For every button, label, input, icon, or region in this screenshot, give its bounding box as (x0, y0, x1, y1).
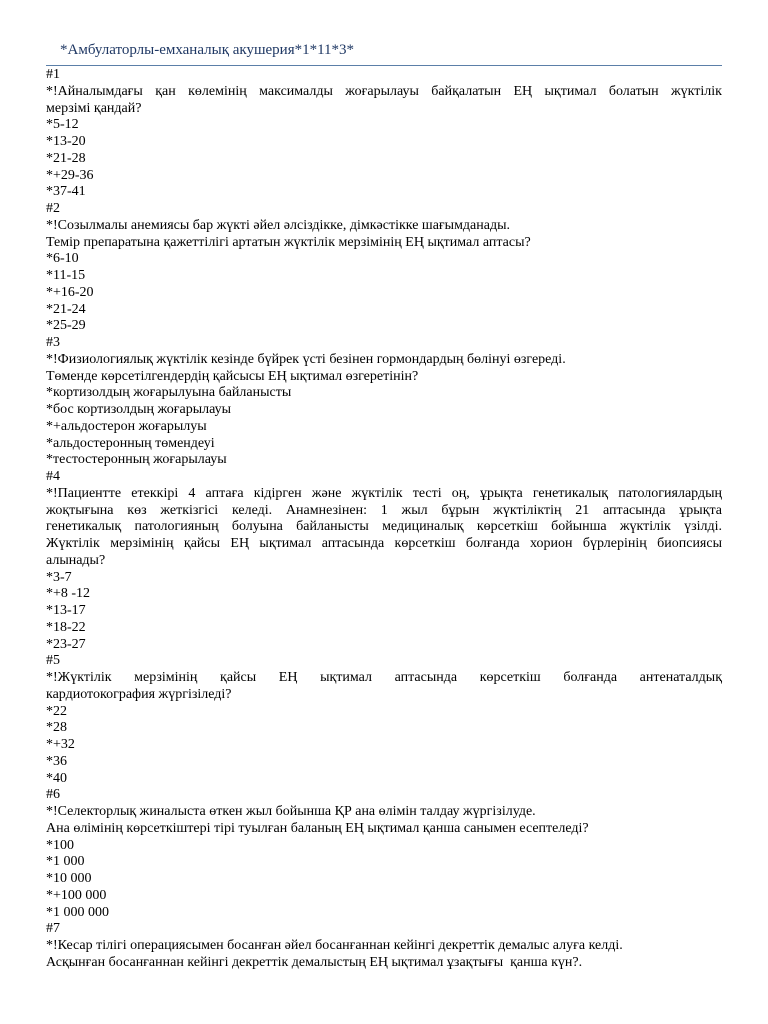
text-line: *28 (46, 720, 67, 736)
text-line: *23-27 (46, 636, 86, 652)
text-line: *!Айналымдағы қан көлемінің максималды жоғарылауы байқалатын ЕҢ ықтимал болатын жүктілік (46, 83, 722, 99)
text-line: *10 000 (46, 871, 92, 886)
text-line: *+16-20 (46, 284, 94, 300)
text-line: *+29-36 (46, 167, 94, 183)
text-line: *!Физиологиялық жүктілік кезінде бүйрек үсті безінен гормондардың бөлінуі өзгереді. (46, 351, 566, 367)
text-line: алынады? (46, 552, 106, 568)
text-line: кардиотокография жүргізіледі? (46, 686, 232, 702)
text-line: *+альдостерон жоғарылуы (46, 418, 207, 434)
text-line: *40 (46, 770, 67, 786)
text-line: *18-22 (46, 619, 86, 635)
text-line: *36 (46, 753, 67, 769)
text-line: *!Созылмалы анемиясы бар жүкті әйел әлсіздікке, дімкәстікке шағымданады. (46, 217, 511, 233)
text-line: *+100 000 (46, 887, 107, 903)
text-line: *11-15 (46, 268, 86, 283)
text-line: Төменде көрсетілгендердің қайсысы ЕҢ ықтимал өзгеретінін? (46, 368, 419, 384)
text-line: *6-10 (46, 251, 79, 267)
question-number: #2 (46, 201, 60, 216)
question-number: #1 (46, 67, 60, 82)
text-line: *1 000 (46, 854, 85, 870)
document-body (46, 67, 722, 972)
text-line: *21-24 (46, 301, 86, 317)
text-line: Темір препаратына қажеттілігі артатын жүктілік мерзімінің ЕҢ ықтимал аптасы? (46, 234, 531, 250)
question-number: #3 (46, 335, 60, 350)
text-line: *21-28 (46, 150, 86, 166)
text-line: *!Кесар тілігі операциясымен босанған әйел босанғаннан кейінгі декреттік демалыс алуға келді. (46, 938, 623, 953)
text-line: генетикалық патологияның болуына байланысты медициналық көрсеткіш бойынша жүктілік үзілді. (46, 519, 722, 535)
text-line: Ана өлімінің көрсеткіштері тірі туылған баланың ЕҢ ықтимал қанша санымен есептеледі? (46, 820, 589, 836)
question-number: #6 (46, 787, 60, 803)
text-line: *тестостеронның жоғарылауы (46, 452, 227, 468)
document-header-title: *Амбулаторлы-емханалық акушерия*1*11*3* (60, 42, 355, 58)
text-line: *13-20 (46, 134, 86, 149)
text-line: *альдостеронның төмендеуі (46, 435, 215, 451)
text-line: *3-7 (46, 569, 72, 585)
question-number: #4 (46, 469, 60, 484)
text-line: *кортизолдың жоғарылуына байланысты (46, 385, 292, 401)
question-number: #7 (46, 921, 60, 937)
text-line: *100 (46, 837, 74, 853)
text-line: *+32 (46, 737, 75, 752)
text-line: *5-12 (46, 117, 79, 133)
text-line: мерзімі қандай? (46, 100, 142, 116)
text-line: *!Селекторлық жиналыста өткен жыл бойынша ҚР ана өлімін талдау жүргізілуде. (46, 804, 536, 819)
text-line: Жүктілік мерзімінің қайсы ЕҢ ықтимал аптасында көрсеткіш болғанда хорион бүрлерінің биопсиясы (46, 536, 722, 551)
text-line: *!Пациентте етеккірі 4 аптаға кідірген және жүктілік тесті оң, ұрықта генетикалық патологиялардың (46, 485, 722, 501)
text-line: *+8 -12 (46, 586, 91, 602)
text-line: жоқтығына көз жеткізгісі келеді. Анамнезінен: 1 жыл бұрын жүктіліктің 21 аптасында ұрықта (46, 502, 722, 518)
text-line: *22 (46, 703, 67, 719)
text-line: *1 000 000 (46, 904, 109, 920)
question-number: #5 (46, 653, 60, 669)
text-line: *37-41 (46, 184, 86, 200)
text-line: Асқынған босанғаннан кейінгі декреттік демалыстың ЕҢ ықтимал ұзақтығы қанша күн?. (46, 954, 583, 970)
text-line: *13-17 (46, 603, 86, 618)
text-line: *!Жүктілік мерзімінің қайсы ЕҢ ықтимал аптасында көрсеткіш болғанда антенаталдық (46, 670, 722, 685)
text-line: *25-29 (46, 318, 86, 334)
header-divider (46, 65, 722, 66)
text-line: *бос кортизолдың жоғарылауы (46, 402, 232, 417)
